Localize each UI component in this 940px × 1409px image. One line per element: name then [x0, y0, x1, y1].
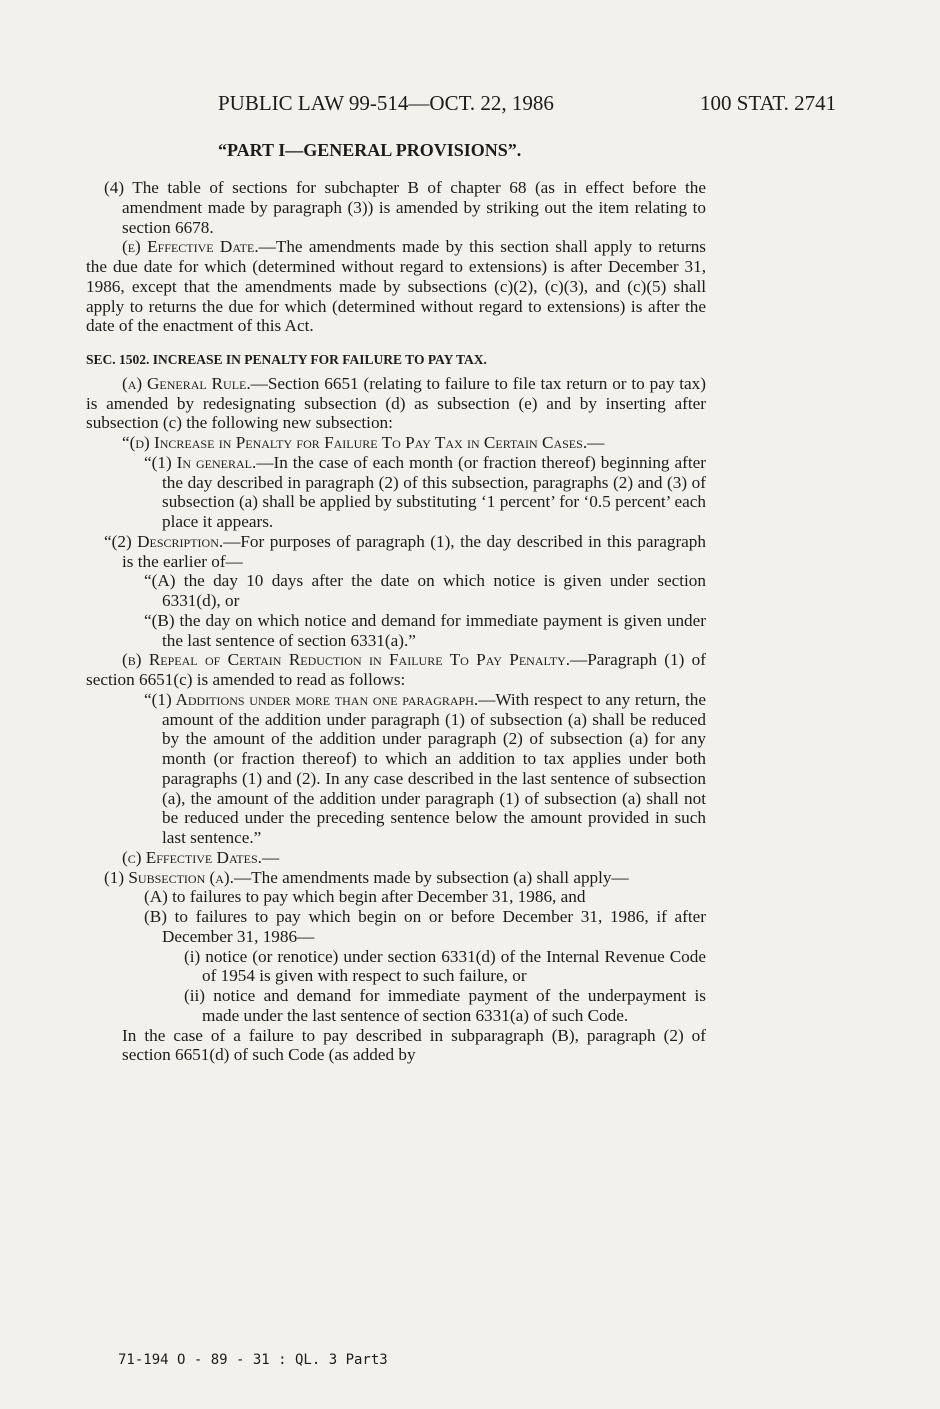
- paragraph-d2-heading: “(2) Description.: [104, 531, 224, 551]
- public-law-header: PUBLIC LAW 99-514—OCT. 22, 1986: [218, 91, 554, 115]
- statute-page-number: 100 STAT. 2741: [700, 91, 837, 115]
- document-body: [86, 178, 706, 1065]
- new-subsection-d: [86, 433, 706, 453]
- paragraph-b1: [86, 690, 706, 848]
- new-subsection-d-heading: “(d) Increase in Penalty for Failure To Pay Tax in Certain Cases.: [122, 433, 588, 452]
- clause-ci: (i) notice (or renotice) under section 6331(d) of the Internal Revenue Code of 1954 is given with respect to such failure, or: [184, 946, 706, 986]
- subsection-b: [86, 650, 706, 690]
- paragraph-c1: [86, 868, 706, 888]
- subsection-c-heading: (c) Effective Dates.: [122, 847, 262, 867]
- subsection-e: [86, 237, 706, 336]
- subsection-c: [86, 848, 706, 868]
- subsection-b-heading: (b) Repeal of Certain Reduction in Failure To Pay Penalty.: [122, 650, 571, 670]
- subsection-c-dash: —: [261, 847, 280, 867]
- paragraph-d2-text: —For purposes of paragraph (1), the day described in this paragraph is the earlier of—: [122, 531, 706, 571]
- closing-text: In the case of a failure to pay described in subparagraph (B), paragraph (2) of section 6651(d) of such Code (as added by: [122, 1025, 706, 1065]
- clause-cii: (ii) notice and demand for immediate payment of the underpayment is made under the last sentence of section 6331(a) of such Code.: [184, 986, 706, 1025]
- subsection-a: [86, 374, 706, 433]
- section-heading: SEC. 1502. INCREASE IN PENALTY FOR FAILURE TO PAY TAX.: [86, 352, 487, 367]
- print-footer: 71-194 O - 89 - 31 : QL. 3 Part3: [118, 1352, 388, 1368]
- paragraph-4: (4) The table of sections for subchapter B of chapter 68 (as in effect before the amendment made by paragraph (3)) is amended by striking out the item relating to section 6678.: [104, 178, 706, 237]
- subparagraph-dA: “(A) the day 10 days after the date on which notice is given under section 6331(d), or: [144, 571, 706, 610]
- paragraph-b1-heading: “(1) Additions under more than one paragraph.: [144, 689, 479, 709]
- paragraph-c1-heading: (1) Subsection (a).: [104, 867, 234, 887]
- paragraph-d1-heading: “(1) In general.: [144, 452, 257, 472]
- paragraph-c1-text: —The amendments made by subsection (a) shall apply—: [233, 867, 629, 887]
- paragraph-b1-text: —With respect to any return, the amount of the addition under paragraph (1) of subsection (a) shall be reduced by the amount of the addition under paragraph (2) of subsection (a) for any month (or fraction thereof) to which an addition to tax applies under both paragraphs (1) and (2). In any case described in the last sentence of subsection (a), the amount of the addition under paragraph (1) of subsection (a) shall not be reduced under the preceding sentence below the amount provided in such last sentence.”: [162, 689, 706, 847]
- subsection-b-text: —Paragraph (1) of section 6651(c) is amended to read as follows:: [86, 650, 706, 689]
- paragraph-d2: [86, 532, 706, 572]
- subsection-a-heading: (a) General Rule.: [122, 373, 251, 393]
- paragraph-d1-text: —In the case of each month (or fraction thereof) beginning after the day described in paragraph (2) of this subsection, paragraphs (2) and (3) of subsection (a) shall be applied by substituting ‘1 percent’ for ‘0.5 percent’ each place it appears.: [162, 452, 706, 531]
- subparagraph-cB: (B) to failures to pay which begin on or before December 31, 1986, if after December 31, 1986—: [144, 907, 706, 946]
- subparagraph-dB: “(B) the day on which notice and demand for immediate payment is given under the last sentence of section 6331(a).”: [144, 610, 706, 650]
- new-subsection-d-dash: —: [587, 433, 605, 452]
- subsection-e-text: —The amendments made by this section shall apply to returns the due date for which (determined without regard to extensions) is after December 31, 1986, except that the amendments made by subsections (c)(2), (c)(3), and (c)(5) shall apply to returns the due for which (determined without regard to extensions) is after the date of the enactment of this Act.: [86, 237, 706, 336]
- subsection-a-text: —Section 6651 (relating to failure to file tax return or to pay tax) is amended by redesignating subsection (d) as subsection (e) and by inserting after subsection (c) the following new subsection:: [86, 373, 706, 433]
- paragraph-d1: [86, 453, 706, 532]
- subsection-e-heading: (e) Effective Date.: [122, 237, 259, 257]
- part-title: “PART I—GENERAL PROVISIONS”.: [218, 140, 522, 160]
- subparagraph-cA: (A) to failures to pay which begin after December 31, 1986, and: [144, 887, 586, 907]
